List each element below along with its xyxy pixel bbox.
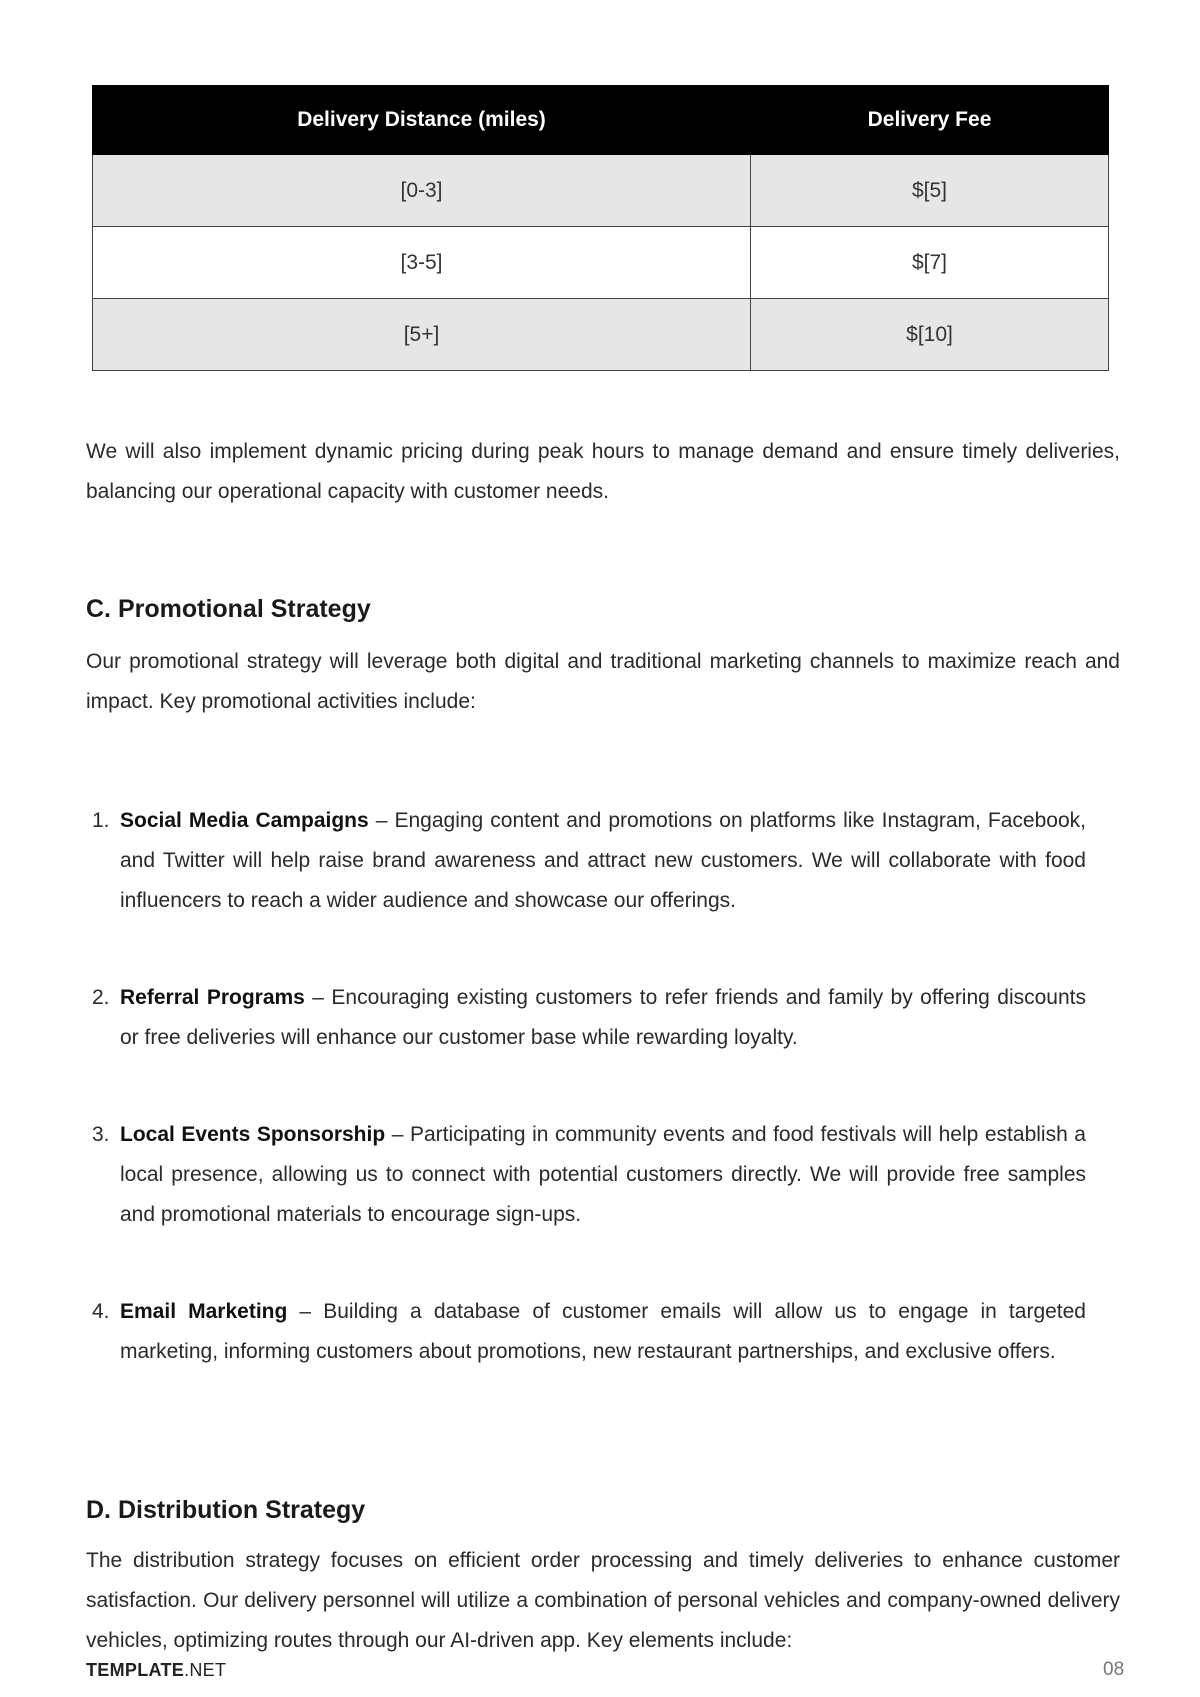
brand-logo-bold: TEMPLATE xyxy=(86,1660,185,1680)
list-item-text: – Encouraging existing customers to refer friends and family by offering discounts or free deliveries will enhance our customer base while rewarding loyalty. xyxy=(120,986,1086,1049)
fee-cell: $[10] xyxy=(751,299,1109,371)
promotional-intro-paragraph: Our promotional strategy will leverage both digital and traditional marketing channels to maximize reach and impact. Key promotional activities include: xyxy=(86,650,1120,713)
list-item-title: Referral Programs xyxy=(120,986,305,1009)
distribution-intro-paragraph: The distribution strategy focuses on efficient order processing and timely deliveries to enhance customer satisfaction. Our delivery personnel will utilize a combination of personal vehicles and company-owned delivery vehicles, optimizing routes through our AI-driven app. Key elements include: xyxy=(86,1549,1120,1652)
distance-cell: [3-5] xyxy=(93,227,751,299)
list-item-title: Email Marketing xyxy=(120,1300,288,1323)
fee-cell: $[5] xyxy=(751,155,1109,227)
fee-cell: $[7] xyxy=(751,227,1109,299)
table-row xyxy=(93,155,1109,227)
page-number: 08 xyxy=(1103,1659,1125,1680)
brand-logo-suffix: .NET xyxy=(184,1660,227,1680)
table-header-fee: Delivery Fee xyxy=(751,86,1109,155)
table-header-row xyxy=(93,86,1109,155)
brand-logo[interactable] xyxy=(86,1660,226,1681)
list-item-number: 3. xyxy=(92,1123,110,1146)
distance-cell: [5+] xyxy=(93,299,751,371)
table-row xyxy=(93,227,1109,299)
delivery-fee-table xyxy=(92,85,1109,371)
table-header-distance: Delivery Distance (miles) xyxy=(93,86,751,155)
list-item-number: 1. xyxy=(92,809,110,832)
list-item-text: – Participating in community events and food festivals will help establish a local presence, allowing us to connect with potential customers directly. We will provide free samples and promotional materials to encourage sign-ups. xyxy=(120,1123,1086,1226)
list-item xyxy=(92,801,1086,921)
list-item xyxy=(92,1115,1086,1235)
distribution-strategy-heading: D. Distribution Strategy xyxy=(86,1496,366,1524)
pricing-note-paragraph: We will also implement dynamic pricing during peak hours to manage demand and ensure timely deliveries, balancing our operational capacity with customer needs. xyxy=(86,440,1120,503)
list-item-number: 4. xyxy=(92,1300,110,1323)
table-row xyxy=(93,299,1109,371)
promotional-strategy-heading: C. Promotional Strategy xyxy=(86,595,371,623)
list-item-text: – Engaging content and promotions on platforms like Instagram, Facebook, and Twitter will help raise brand awareness and attract new customers. We will collaborate with food influencers to reach a wider audience and showcase our offerings. xyxy=(120,809,1086,912)
list-item-title: Local Events Sponsorship xyxy=(120,1123,386,1146)
list-item-number: 2. xyxy=(92,986,110,1009)
list-item xyxy=(92,1292,1086,1372)
distance-cell: [0-3] xyxy=(93,155,751,227)
list-item-text: – Building a database of customer emails will allow us to engage in targeted marketing, informing customers about promotions, new restaurant partnerships, and exclusive offers. xyxy=(120,1300,1086,1363)
list-item-title: Social Media Campaigns xyxy=(120,809,369,832)
list-item xyxy=(92,978,1086,1058)
